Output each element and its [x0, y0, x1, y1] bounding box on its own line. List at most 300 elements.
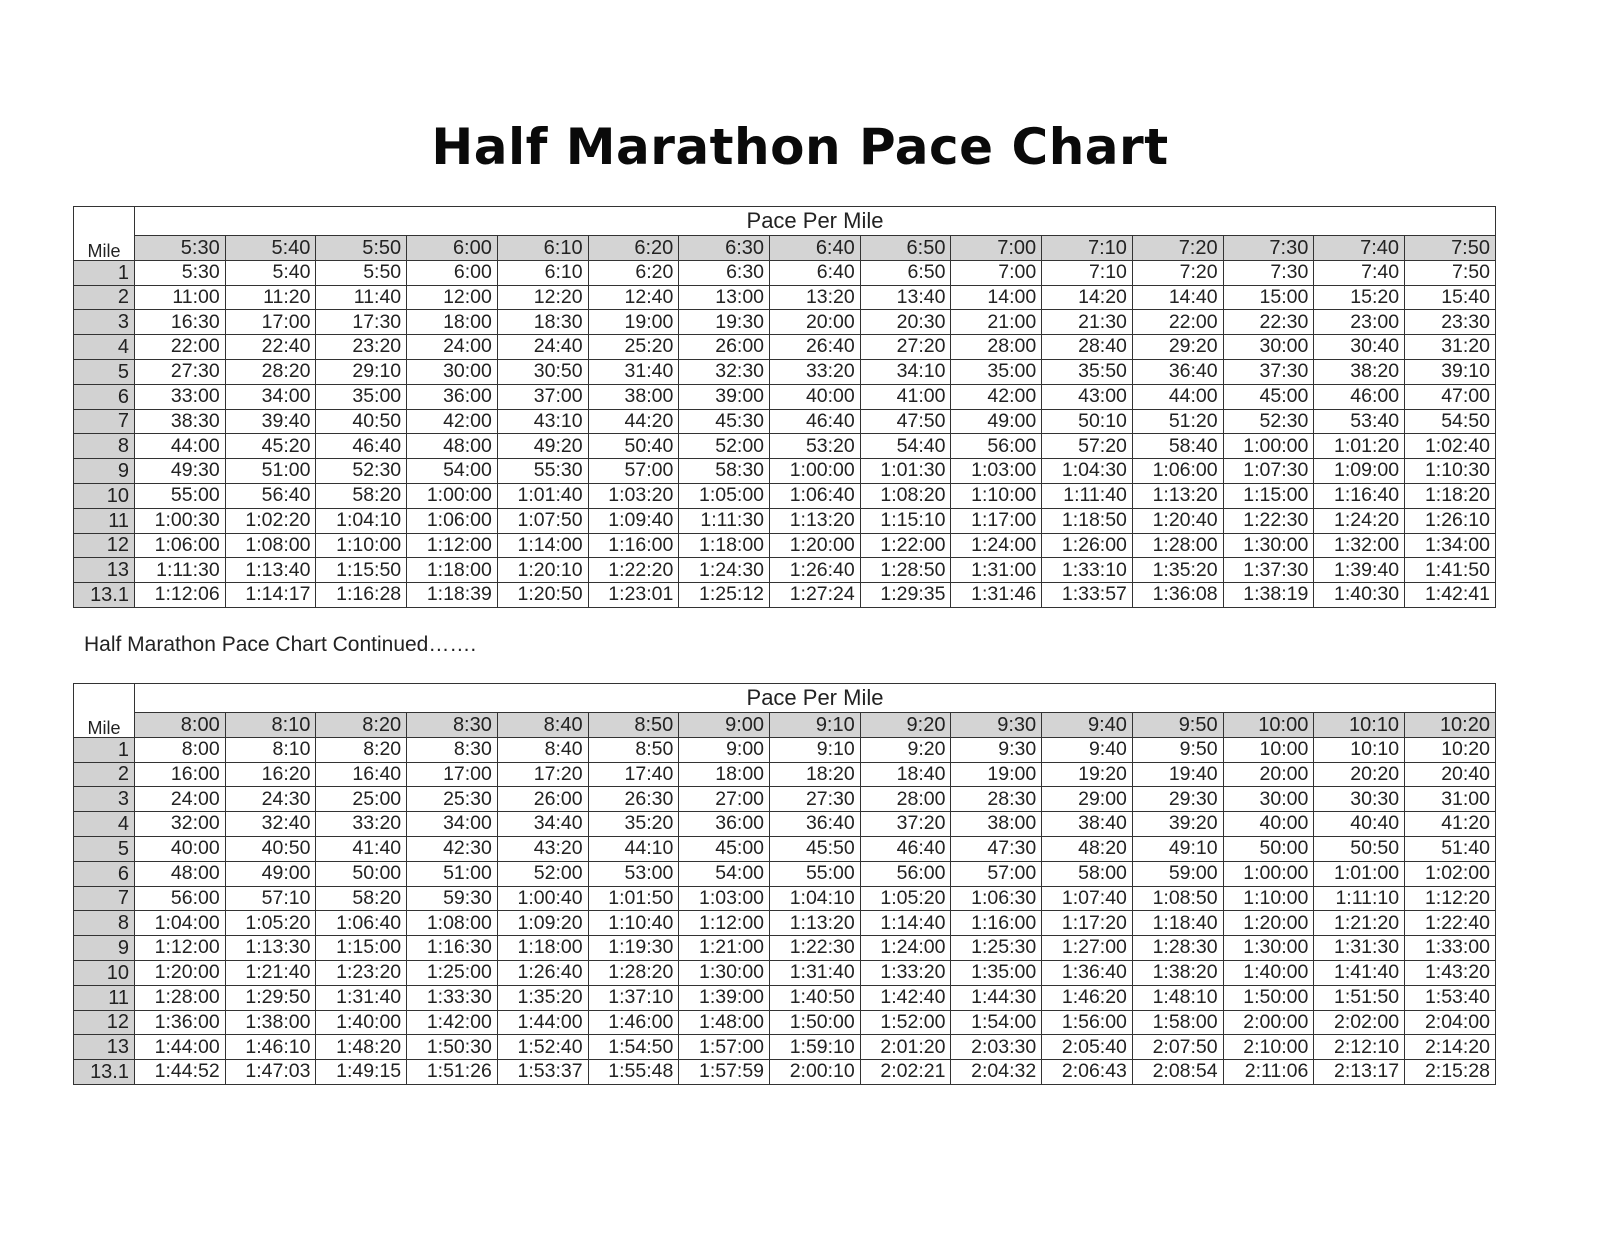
time-cell: 19:20	[1042, 762, 1133, 787]
time-cell: 7:00	[951, 260, 1042, 285]
time-cell: 36:40	[770, 812, 861, 837]
time-cell: 1:22:30	[1223, 508, 1314, 533]
time-cell: 2:04:32	[951, 1060, 1042, 1085]
time-cell: 1:33:57	[1042, 583, 1133, 608]
time-cell: 1:30:00	[1223, 533, 1314, 558]
pace-column-header: 5:30	[135, 236, 226, 261]
mile-cell: 4	[74, 812, 135, 837]
time-cell: 2:01:20	[860, 1035, 951, 1060]
time-cell: 20:00	[1223, 762, 1314, 787]
time-cell: 22:00	[1132, 310, 1223, 335]
time-cell: 51:00	[407, 861, 498, 886]
time-cell: 1:53:37	[497, 1060, 588, 1085]
time-cell: 15:40	[1405, 285, 1496, 310]
pace-column-header: 6:10	[497, 236, 588, 261]
time-cell: 32:40	[225, 812, 316, 837]
time-cell: 1:10:00	[1223, 886, 1314, 911]
time-cell: 1:34:00	[1405, 533, 1496, 558]
time-cell: 24:00	[135, 787, 226, 812]
time-cell: 7:10	[1042, 260, 1133, 285]
table-row	[74, 836, 1496, 861]
time-cell: 1:05:20	[860, 886, 951, 911]
time-cell: 1:03:00	[679, 886, 770, 911]
pace-column-header: 7:40	[1314, 236, 1405, 261]
time-cell: 54:00	[679, 861, 770, 886]
time-cell: 1:40:00	[1223, 960, 1314, 985]
time-cell: 23:20	[316, 335, 407, 360]
time-cell: 18:00	[679, 762, 770, 787]
time-cell: 38:20	[1314, 359, 1405, 384]
time-cell: 1:28:00	[135, 985, 226, 1010]
time-cell: 1:46:00	[588, 1010, 679, 1035]
time-cell: 21:30	[1042, 310, 1133, 335]
time-cell: 1:23:01	[588, 583, 679, 608]
pace-column-header: 8:10	[225, 713, 316, 738]
time-cell: 20:40	[1405, 762, 1496, 787]
time-cell: 12:40	[588, 285, 679, 310]
time-cell: 50:00	[1223, 836, 1314, 861]
time-cell: 49:30	[135, 459, 226, 484]
table-row	[74, 1035, 1496, 1060]
time-cell: 59:00	[1132, 861, 1223, 886]
time-cell: 6:30	[679, 260, 770, 285]
time-cell: 36:00	[407, 384, 498, 409]
time-cell: 30:00	[407, 359, 498, 384]
time-cell: 55:00	[770, 861, 861, 886]
time-cell: 11:40	[316, 285, 407, 310]
table-row	[74, 737, 1496, 762]
time-cell: 1:12:00	[679, 911, 770, 936]
time-cell: 29:00	[1042, 787, 1133, 812]
time-cell: 18:40	[860, 762, 951, 787]
pace-column-header: 8:20	[316, 713, 407, 738]
time-cell: 31:20	[1405, 335, 1496, 360]
pace-per-mile-header: Pace Per Mile	[135, 684, 1496, 713]
time-cell: 9:00	[679, 737, 770, 762]
time-cell: 54:00	[407, 459, 498, 484]
time-cell: 1:14:40	[860, 911, 951, 936]
time-cell: 1:44:30	[951, 985, 1042, 1010]
time-cell: 1:08:50	[1132, 886, 1223, 911]
time-cell: 19:00	[951, 762, 1042, 787]
time-cell: 10:00	[1223, 737, 1314, 762]
time-cell: 1:26:00	[1042, 533, 1133, 558]
time-cell: 35:20	[588, 812, 679, 837]
time-cell: 18:20	[770, 762, 861, 787]
mile-cell: 1	[74, 737, 135, 762]
mile-cell: 6	[74, 861, 135, 886]
time-cell: 1:36:08	[1132, 583, 1223, 608]
time-cell: 19:00	[588, 310, 679, 335]
time-cell: 1:02:20	[225, 508, 316, 533]
time-cell: 1:06:30	[951, 886, 1042, 911]
pace-column-header: 5:50	[316, 236, 407, 261]
time-cell: 41:00	[860, 384, 951, 409]
time-cell: 1:07:40	[1042, 886, 1133, 911]
time-cell: 51:20	[1132, 409, 1223, 434]
time-cell: 1:12:20	[1405, 886, 1496, 911]
time-cell: 1:23:20	[316, 960, 407, 985]
time-cell: 35:00	[316, 384, 407, 409]
time-cell: 58:30	[679, 459, 770, 484]
corner-cell	[74, 207, 135, 236]
time-cell: 28:00	[860, 787, 951, 812]
mile-cell: 13	[74, 1035, 135, 1060]
table-row	[74, 483, 1496, 508]
pace-column-header: 6:40	[770, 236, 861, 261]
time-cell: 25:20	[588, 335, 679, 360]
time-cell: 39:40	[225, 409, 316, 434]
time-cell: 1:54:50	[588, 1035, 679, 1060]
table-row	[74, 384, 1496, 409]
time-cell: 9:20	[860, 737, 951, 762]
time-cell: 1:04:10	[316, 508, 407, 533]
time-cell: 1:17:20	[1042, 911, 1133, 936]
time-cell: 13:40	[860, 285, 951, 310]
time-cell: 28:20	[225, 359, 316, 384]
pace-column-header: 6:30	[679, 236, 770, 261]
time-cell: 1:27:24	[770, 583, 861, 608]
time-cell: 1:13:20	[770, 508, 861, 533]
time-cell: 36:40	[1132, 359, 1223, 384]
time-cell: 1:21:20	[1314, 911, 1405, 936]
time-cell: 1:11:30	[135, 558, 226, 583]
time-cell: 49:00	[951, 409, 1042, 434]
time-cell: 1:20:00	[135, 960, 226, 985]
time-cell: 1:13:20	[1132, 483, 1223, 508]
time-cell: 1:32:00	[1314, 533, 1405, 558]
mile-cell: 2	[74, 285, 135, 310]
time-cell: 1:02:00	[1405, 861, 1496, 886]
time-cell: 1:38:19	[1223, 583, 1314, 608]
mile-cell: 11	[74, 985, 135, 1010]
time-cell: 37:00	[497, 384, 588, 409]
time-cell: 1:46:20	[1042, 985, 1133, 1010]
time-cell: 16:30	[135, 310, 226, 335]
time-cell: 44:10	[588, 836, 679, 861]
time-cell: 43:10	[497, 409, 588, 434]
time-cell: 1:49:15	[316, 1060, 407, 1085]
time-cell: 1:18:40	[1132, 911, 1223, 936]
time-cell: 24:30	[225, 787, 316, 812]
time-cell: 1:40:50	[770, 985, 861, 1010]
time-cell: 35:50	[1042, 359, 1133, 384]
time-cell: 1:05:00	[679, 483, 770, 508]
time-cell: 2:15:28	[1405, 1060, 1496, 1085]
time-cell: 1:48:00	[679, 1010, 770, 1035]
pace-column-header: 8:00	[135, 713, 226, 738]
time-cell: 1:51:26	[407, 1060, 498, 1085]
table-row	[74, 1010, 1496, 1035]
time-cell: 1:06:00	[135, 533, 226, 558]
time-cell: 57:00	[951, 861, 1042, 886]
mile-cell: 7	[74, 886, 135, 911]
time-cell: 47:30	[951, 836, 1042, 861]
time-cell: 1:04:00	[135, 911, 226, 936]
time-cell: 6:50	[860, 260, 951, 285]
page-title: Half Marathon Pace Chart	[431, 118, 1169, 176]
time-cell: 18:00	[407, 310, 498, 335]
time-cell: 5:40	[225, 260, 316, 285]
time-cell: 1:52:40	[497, 1035, 588, 1060]
time-cell: 58:20	[316, 886, 407, 911]
time-cell: 1:35:00	[951, 960, 1042, 985]
time-cell: 11:00	[135, 285, 226, 310]
time-cell: 1:21:40	[225, 960, 316, 985]
time-cell: 55:00	[135, 483, 226, 508]
time-cell: 1:28:50	[860, 558, 951, 583]
time-cell: 24:40	[497, 335, 588, 360]
mile-cell: 13	[74, 558, 135, 583]
time-cell: 13:20	[770, 285, 861, 310]
time-cell: 56:00	[135, 886, 226, 911]
time-cell: 1:44:52	[135, 1060, 226, 1085]
time-cell: 1:35:20	[497, 985, 588, 1010]
mile-cell: 13.1	[74, 1060, 135, 1085]
pace-column-header: 8:50	[588, 713, 679, 738]
time-cell: 17:00	[407, 762, 498, 787]
time-cell: 2:13:17	[1314, 1060, 1405, 1085]
time-cell: 1:07:50	[497, 508, 588, 533]
time-cell: 52:30	[316, 459, 407, 484]
time-cell: 9:50	[1132, 737, 1223, 762]
time-cell: 1:01:50	[588, 886, 679, 911]
time-cell: 1:14:00	[497, 533, 588, 558]
time-cell: 1:21:00	[679, 936, 770, 961]
time-cell: 17:00	[225, 310, 316, 335]
pace-column-header: 7:10	[1042, 236, 1133, 261]
time-cell: 1:36:00	[135, 1010, 226, 1035]
time-cell: 30:50	[497, 359, 588, 384]
table-row	[74, 409, 1496, 434]
time-cell: 58:00	[1042, 861, 1133, 886]
time-cell: 1:09:20	[497, 911, 588, 936]
mile-cell: 10	[74, 960, 135, 985]
time-cell: 1:44:00	[497, 1010, 588, 1035]
pace-column-header: 9:40	[1042, 713, 1133, 738]
time-cell: 1:52:00	[860, 1010, 951, 1035]
time-cell: 1:05:20	[225, 911, 316, 936]
time-cell: 57:20	[1042, 434, 1133, 459]
mile-column-header: Mile	[74, 236, 135, 261]
time-cell: 1:25:00	[407, 960, 498, 985]
time-cell: 22:00	[135, 335, 226, 360]
time-cell: 34:00	[407, 812, 498, 837]
pace-header-row	[74, 236, 1496, 261]
time-cell: 57:00	[588, 459, 679, 484]
time-cell: 33:20	[316, 812, 407, 837]
time-cell: 1:25:12	[679, 583, 770, 608]
time-cell: 1:10:40	[588, 911, 679, 936]
mile-cell: 5	[74, 836, 135, 861]
time-cell: 1:15:50	[316, 558, 407, 583]
time-cell: 27:30	[135, 359, 226, 384]
time-cell: 5:30	[135, 260, 226, 285]
time-cell: 1:12:06	[135, 583, 226, 608]
table-row	[74, 434, 1496, 459]
time-cell: 34:10	[860, 359, 951, 384]
mile-cell: 1	[74, 260, 135, 285]
time-cell: 1:24:30	[679, 558, 770, 583]
time-cell: 39:10	[1405, 359, 1496, 384]
time-cell: 2:00:10	[770, 1060, 861, 1085]
time-cell: 40:40	[1314, 812, 1405, 837]
time-cell: 11:20	[225, 285, 316, 310]
time-cell: 26:00	[497, 787, 588, 812]
time-cell: 20:00	[770, 310, 861, 335]
time-cell: 2:10:00	[1223, 1035, 1314, 1060]
time-cell: 1:15:10	[860, 508, 951, 533]
time-cell: 17:30	[316, 310, 407, 335]
time-cell: 54:50	[1405, 409, 1496, 434]
time-cell: 50:10	[1042, 409, 1133, 434]
pace-column-header: 9:50	[1132, 713, 1223, 738]
table-row	[74, 960, 1496, 985]
time-cell: 40:50	[225, 836, 316, 861]
pace-column-header: 9:00	[679, 713, 770, 738]
time-cell: 22:30	[1223, 310, 1314, 335]
time-cell: 26:00	[679, 335, 770, 360]
time-cell: 1:00:00	[407, 483, 498, 508]
table-row	[74, 310, 1496, 335]
time-cell: 1:50:00	[1223, 985, 1314, 1010]
time-cell: 1:13:40	[225, 558, 316, 583]
time-cell: 1:20:10	[497, 558, 588, 583]
time-cell: 1:01:30	[860, 459, 951, 484]
time-cell: 1:22:40	[1405, 911, 1496, 936]
time-cell: 2:04:00	[1405, 1010, 1496, 1035]
time-cell: 7:30	[1223, 260, 1314, 285]
time-cell: 1:16:00	[588, 533, 679, 558]
time-cell: 58:40	[1132, 434, 1223, 459]
time-cell: 1:18:50	[1042, 508, 1133, 533]
time-cell: 46:00	[1314, 384, 1405, 409]
time-cell: 39:20	[1132, 812, 1223, 837]
time-cell: 1:43:20	[1405, 960, 1496, 985]
mile-cell: 4	[74, 335, 135, 360]
time-cell: 1:10:30	[1405, 459, 1496, 484]
time-cell: 17:40	[588, 762, 679, 787]
time-cell: 51:40	[1405, 836, 1496, 861]
mile-cell: 8	[74, 911, 135, 936]
time-cell: 28:30	[951, 787, 1042, 812]
time-cell: 1:16:00	[951, 911, 1042, 936]
time-cell: 27:30	[770, 787, 861, 812]
time-cell: 1:55:48	[588, 1060, 679, 1085]
time-cell: 1:08:00	[225, 533, 316, 558]
time-cell: 42:00	[951, 384, 1042, 409]
time-cell: 1:15:00	[316, 936, 407, 961]
time-cell: 1:03:20	[588, 483, 679, 508]
time-cell: 14:00	[951, 285, 1042, 310]
time-cell: 1:17:00	[951, 508, 1042, 533]
time-cell: 1:18:00	[497, 936, 588, 961]
time-cell: 53:00	[588, 861, 679, 886]
time-cell: 45:00	[679, 836, 770, 861]
time-cell: 1:36:40	[1042, 960, 1133, 985]
continued-label: Half Marathon Pace Chart Continued…….	[84, 633, 477, 656]
time-cell: 29:10	[316, 359, 407, 384]
table-row	[74, 533, 1496, 558]
time-cell: 8:30	[407, 737, 498, 762]
time-cell: 49:00	[225, 861, 316, 886]
pace-per-mile-header: Pace Per Mile	[135, 207, 1496, 236]
table-row	[74, 861, 1496, 886]
time-cell: 48:00	[407, 434, 498, 459]
time-cell: 2:03:30	[951, 1035, 1042, 1060]
time-cell: 14:40	[1132, 285, 1223, 310]
time-cell: 1:22:20	[588, 558, 679, 583]
time-cell: 30:00	[1223, 787, 1314, 812]
mile-cell: 2	[74, 762, 135, 787]
mile-cell: 12	[74, 1010, 135, 1035]
time-cell: 18:30	[497, 310, 588, 335]
mile-cell: 8	[74, 434, 135, 459]
time-cell: 1:20:00	[1223, 911, 1314, 936]
time-cell: 37:30	[1223, 359, 1314, 384]
time-cell: 59:30	[407, 886, 498, 911]
time-cell: 1:51:50	[1314, 985, 1405, 1010]
time-cell: 30:40	[1314, 335, 1405, 360]
time-cell: 1:33:30	[407, 985, 498, 1010]
time-cell: 23:00	[1314, 310, 1405, 335]
time-cell: 1:59:10	[770, 1035, 861, 1060]
time-cell: 28:40	[1042, 335, 1133, 360]
table-row	[74, 1060, 1496, 1085]
mile-cell: 12	[74, 533, 135, 558]
time-cell: 30:30	[1314, 787, 1405, 812]
time-cell: 19:30	[679, 310, 770, 335]
time-cell: 28:00	[951, 335, 1042, 360]
time-cell: 56:00	[860, 861, 951, 886]
time-cell: 1:26:40	[770, 558, 861, 583]
time-cell: 1:24:00	[951, 533, 1042, 558]
time-cell: 1:42:00	[407, 1010, 498, 1035]
time-cell: 2:11:06	[1223, 1060, 1314, 1085]
time-cell: 8:20	[316, 737, 407, 762]
time-cell: 1:18:20	[1405, 483, 1496, 508]
time-cell: 6:20	[588, 260, 679, 285]
pace-header-row	[74, 713, 1496, 738]
time-cell: 1:31:30	[1314, 936, 1405, 961]
time-cell: 1:50:00	[770, 1010, 861, 1035]
time-cell: 2:07:50	[1132, 1035, 1223, 1060]
time-cell: 38:00	[588, 384, 679, 409]
time-cell: 54:40	[860, 434, 951, 459]
time-cell: 1:09:00	[1314, 459, 1405, 484]
time-cell: 39:00	[679, 384, 770, 409]
time-cell: 12:00	[407, 285, 498, 310]
pace-column-header: 9:10	[770, 713, 861, 738]
time-cell: 1:07:30	[1223, 459, 1314, 484]
time-cell: 36:00	[679, 812, 770, 837]
mile-cell: 3	[74, 310, 135, 335]
time-cell: 1:16:28	[316, 583, 407, 608]
time-cell: 1:47:03	[225, 1060, 316, 1085]
time-cell: 22:40	[225, 335, 316, 360]
time-cell: 1:37:10	[588, 985, 679, 1010]
time-cell: 1:22:30	[770, 936, 861, 961]
time-cell: 31:40	[588, 359, 679, 384]
time-cell: 44:00	[1132, 384, 1223, 409]
time-cell: 1:33:20	[860, 960, 951, 985]
time-cell: 10:20	[1405, 737, 1496, 762]
pace-column-header: 6:00	[407, 236, 498, 261]
table-row	[74, 285, 1496, 310]
time-cell: 6:00	[407, 260, 498, 285]
time-cell: 1:33:10	[1042, 558, 1133, 583]
time-cell: 1:54:00	[951, 1010, 1042, 1035]
